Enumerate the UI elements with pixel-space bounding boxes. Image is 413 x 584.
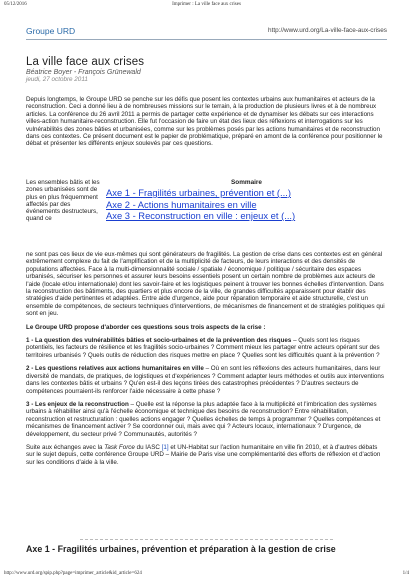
lead-sentence: Le Groupe URD propose d'aborder ces questions sous trois aspects de la crise :: [26, 323, 266, 331]
question-3-text: – Quelle est la réponse la plus adaptée face à la multiplicité et l'imbrication des systèmes urbains à réhabiliter ainsi qu'à l'échelle économique et technique des besoins de reconstruction? Entre réhabilitation, reconstruction et restructuration : quelles actions engager ? Quelles échelles de temps à programmer ? Quelles compétences et mécanismes de financement activer ? Se coordonner oui, mais avec qui ? Acteurs locaux, internationaux ? D'urgence, de développement, du secteur privé ? Communautés, autorités ?: [26, 400, 381, 438]
article-byline: Béatrice Boyer - François Grünewald: [26, 69, 141, 76]
footnote-ref[interactable]: [1]: [161, 443, 169, 451]
question-2-heading: 2 - Les questions relatives aux actions humanitaires en ville: [26, 365, 204, 373]
section-divider: [80, 539, 333, 540]
site-header: [26, 26, 387, 40]
print-title: Imprimer : La ville face aux crises: [172, 2, 241, 7]
summary-side-text: Les ensembles bâtis et les zones urbanisées sont de plus en plus fréquemment affectés par des événements destructeurs, quand ce: [26, 179, 100, 223]
toc-link-axe-1[interactable]: Axe 1 - Fragilités urbaines, prévention et (...): [106, 187, 291, 198]
article-body: [26, 251, 387, 472]
question-2: [26, 365, 387, 395]
body-paragraph: ne sont pas ces lieux de vie eux-mêmes qui sont générateurs de fragilités. La gestion de crise dans ces contextes est en général extrêmement complexe du fait de l'amplification et de la multiplicité de facteurs, de leurs interactions et des densités de populations affectées. Face à la multi-dimensionnalité sociale / spatiale / économique / politique / sécuritaire des espaces urbanisés, sécuriser les personnes et assurer leurs besoins essentiels posent un certain nombre de problèmes aux acteurs de l'aide (locale et/ou internationale) dont les savoir-faire et les logistiques peinent à trouver les bonnes échelles d'intervention. Dans la reconstruction des bâtiments, des quartiers et plus encore de la ville, de grandes difficultés apparaissent pour établir des stratégies d'aide pertinentes et adaptées. Entre aide d'urgence, aide pour réparation temporaire et aide structurelle, c'est un ensemble de compétences, de secteurs techniques d'interventions, de mécanismes de financement et de stratégies politiques qui sont en jeu.: [26, 251, 385, 318]
question-1-heading: 1 - La question des vulnérabilités bâties et socio-urbaines et de la prévention des risques: [26, 337, 292, 345]
question-3-heading: 3 - Les enjeux de la reconstruction: [26, 400, 129, 408]
intro-paragraph: Depuis longtemps, le Groupe URD se penche sur les défis que posent les contextes urbains aux humanitaires et acteurs de la reconstruction. Ceci a donné lieu à de nombreuses missions sur le terrain, à la production de plusieurs livres et à de nombreux articles. La conférence du 26 avril 2011 a permis de partager cette expérience et de dynamiser les débats sur ces interactions villes-action humanitaire-reconstruction. Elle fut l'occasion de faire un état des lieux des réflexions et interrogations sur les vulnérabilités des zones bâties et urbanisées, comme sur les problèmes posés par les actions humanitaires et de reconstruction dans ces contextes. Ce présent document est le papier de problématique, préparé en amont de la conférence pour positionner le débat et présenter les différents enjeux soulevés par ces questions.: [26, 96, 383, 148]
summary-box: [106, 179, 387, 248]
summary-title: Sommaire: [231, 179, 262, 186]
article-date: jeudi, 27 octobre 2011: [26, 76, 88, 83]
site-url[interactable]: http://www.urd.org/La-ville-face-aux-crises: [268, 27, 387, 34]
question-2-text: – Où en sont les réflexions des acteurs humanitaires, dans leur diversité de mandats, de pratiques, de logistiques et d'expériences ? Comment adapter leurs méthodes et outils aux interventions dans les contextes bâtis et urbains ? Qu'en est-il des leçons tirées des catastrophes précédentes ? D'autres secteurs de compétences pourraient-ils renforcer l'aide nécessaire à cette phase ?: [26, 365, 384, 395]
print-date: 05/12/2016: [4, 2, 27, 7]
print-footer: [4, 571, 409, 581]
toc-link-axe-3[interactable]: Axe 3 - Reconstruction en ville : enjeux et (...): [106, 210, 296, 222]
summary-section: [26, 179, 387, 251]
section-heading-axe-1: Axe 1 - Fragilités urbaines, prévention et préparation à la gestion de crise: [26, 544, 336, 554]
closing-paragraph: Suite aux échanges avec la Task Force du IASC [1] et UN-Habitat sur l'action humanitaire en ville fin 2010, et à d'autres débats sur le sujet depuis, cette conférence Groupe URD – Mairie de Paris vise une complémentarité des efforts de réflexion et d'action sur les conditions d'aide à la ville.: [26, 443, 381, 466]
toc-link-axe-2[interactable]: Axe 2 - Actions humanitaires en ville: [106, 198, 257, 210]
print-url: http://www.urd.org/spip.php?page=imprimer_article&id_article=624: [4, 571, 142, 576]
question-1-text: – Quels sont les risques potentiels, les facteurs de résilience et les fragilités socio-urbaines ? Comment mieux les partager entre acteurs opérant sur des territoires urbanisés ? Quels outils de réduction des risques mettre en place ? Quelles sont les difficultés quant à la prévention ?: [26, 337, 380, 359]
question-1: [26, 337, 387, 359]
question-3: [26, 401, 387, 438]
task-force-text: Task Force: [104, 443, 135, 451]
site-brand[interactable]: Groupe URD: [26, 26, 76, 36]
page-number: 1/4: [402, 571, 409, 576]
article-header: [26, 56, 387, 83]
print-header: [4, 2, 409, 12]
article-title: La ville face aux crises: [26, 56, 145, 68]
intro-section: [26, 96, 387, 154]
